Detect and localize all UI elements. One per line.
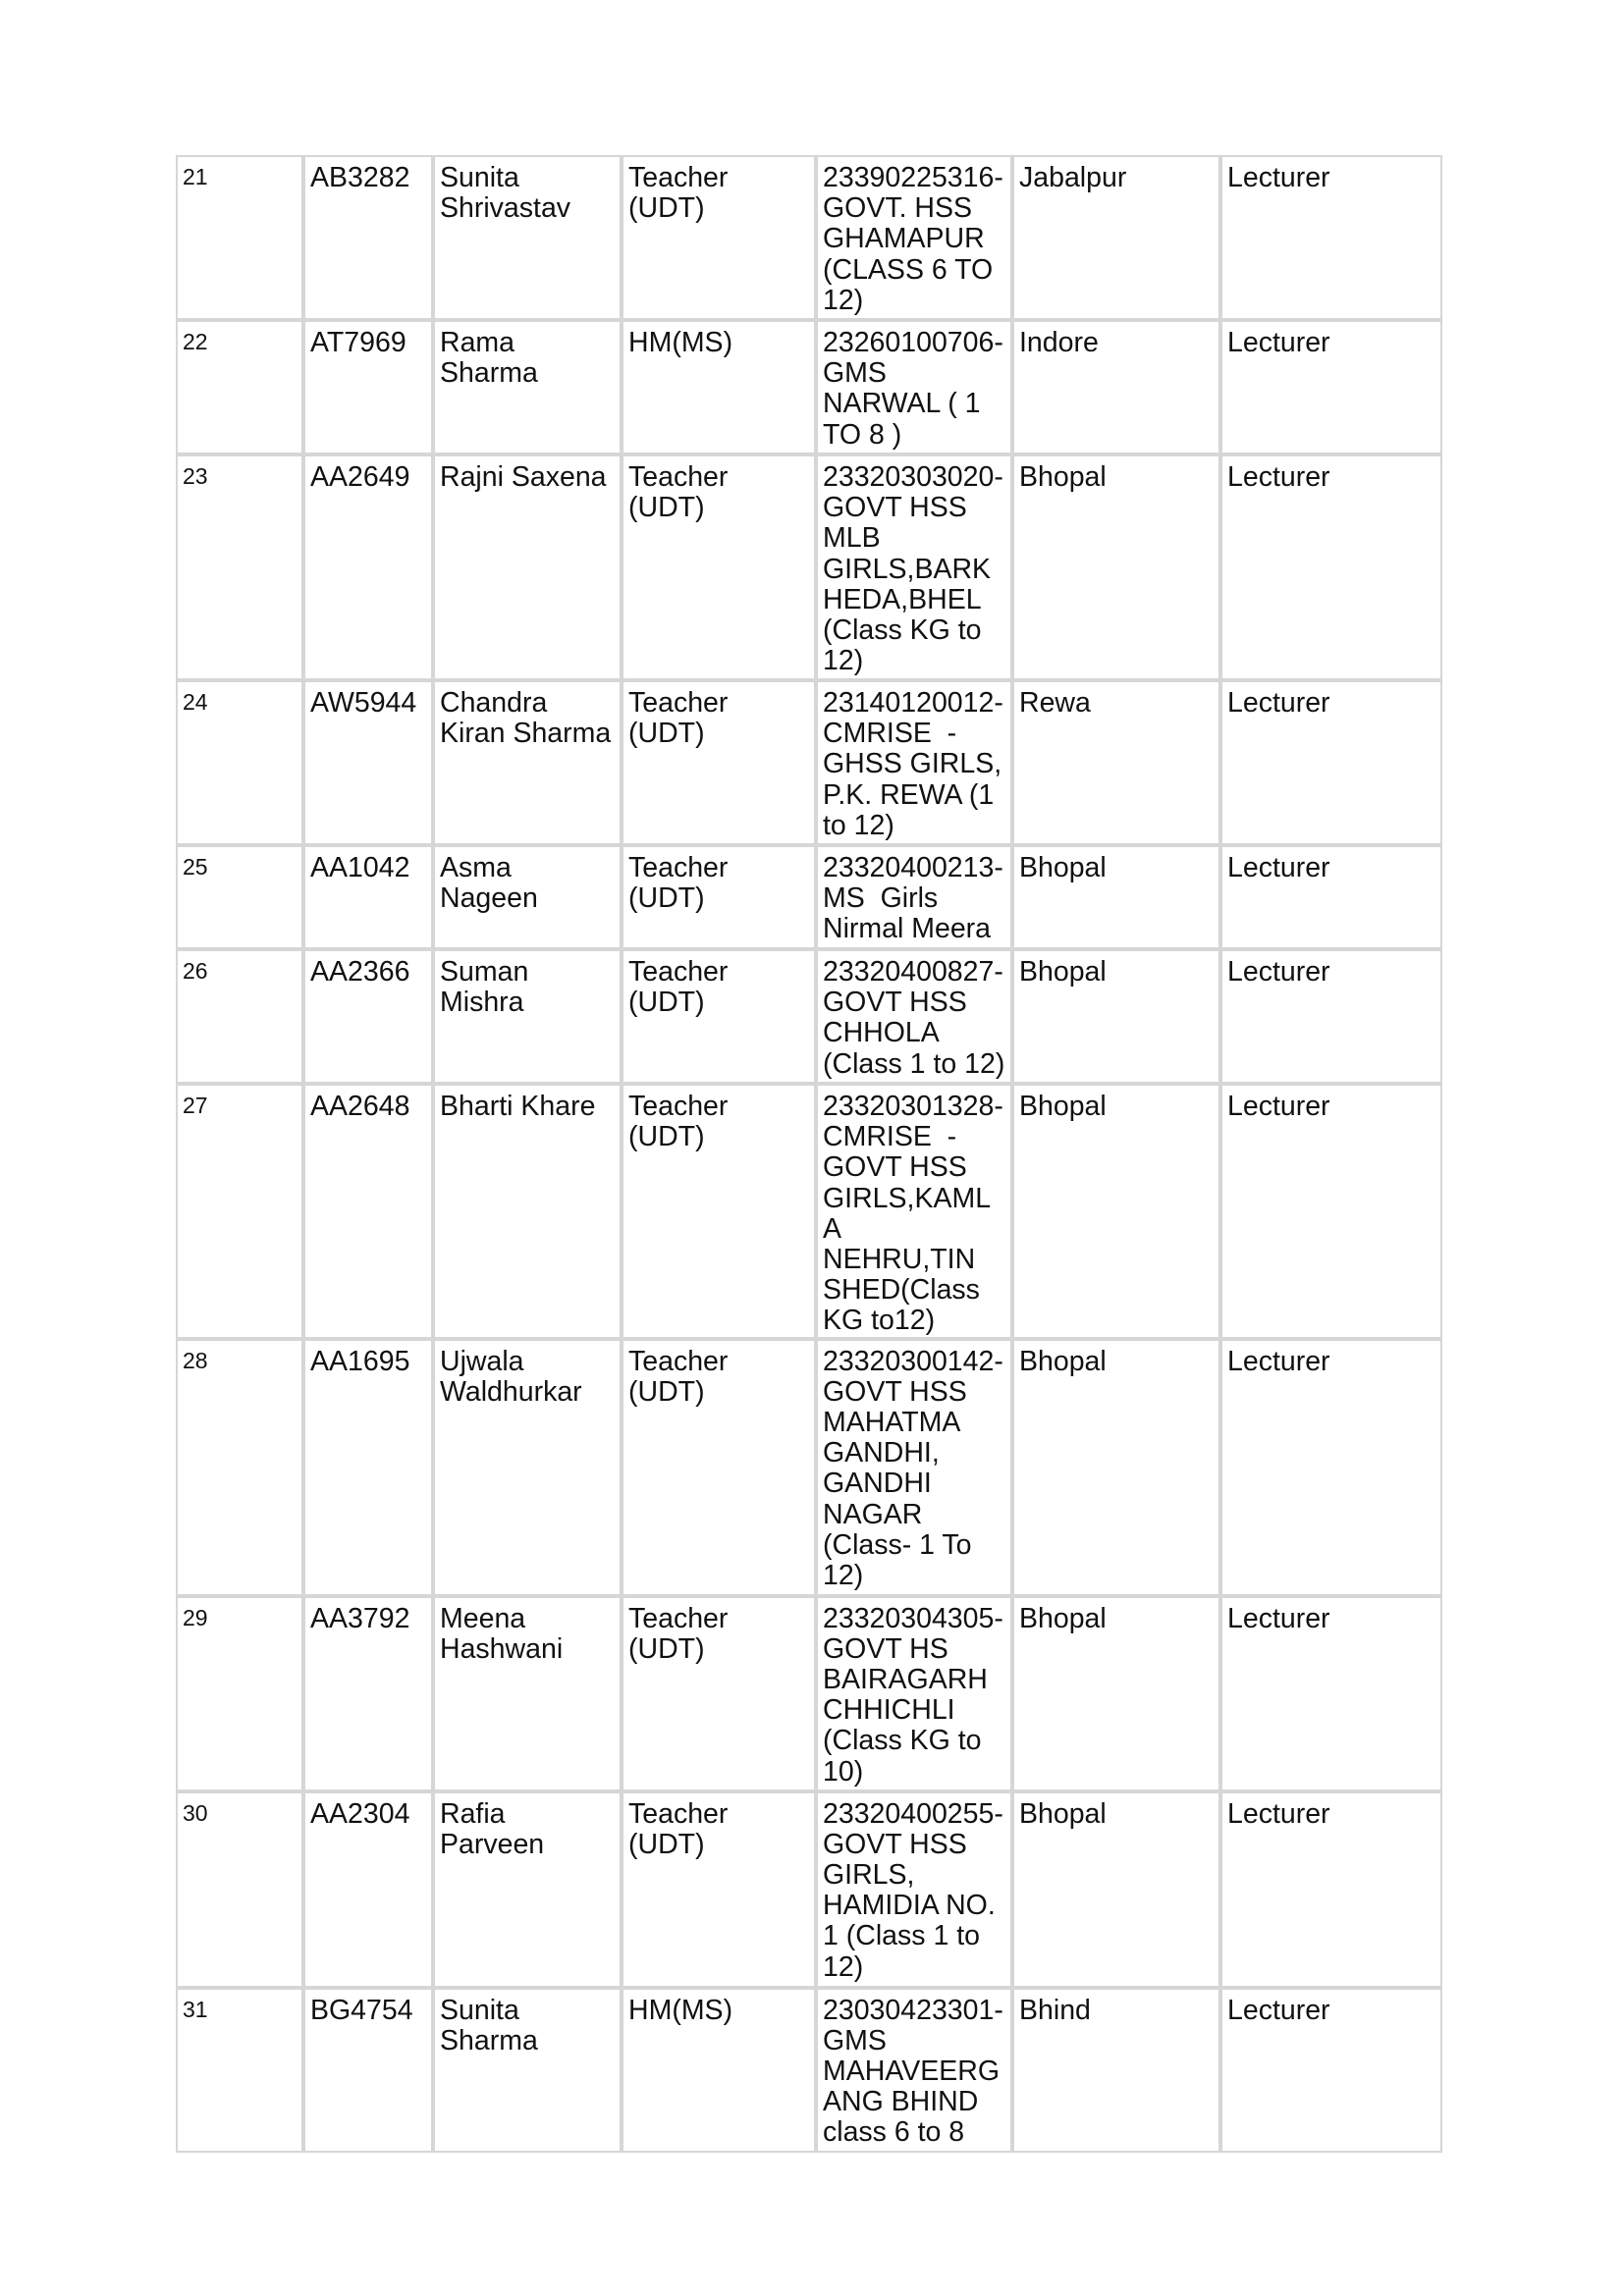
name-cell: Rajni Saxena (433, 454, 622, 680)
school-cell: 23140120012- CMRISE - GHSS GIRLS, P.K. REWA (1 to 12) (816, 680, 1012, 845)
serial-number-cell: 21 (176, 155, 303, 320)
post-cell: Teacher (UDT) (622, 454, 816, 680)
name-cell: Chandra Kiran Sharma (433, 680, 622, 845)
district-cell: Bhopal (1012, 949, 1220, 1084)
designation-cell: Lecturer (1220, 1084, 1442, 1339)
table-row (176, 845, 1442, 949)
designation-cell: Lecturer (1220, 1791, 1442, 1988)
district-cell: Rewa (1012, 680, 1220, 845)
designation-cell: Lecturer (1220, 1596, 1442, 1791)
serial-number-cell: 31 (176, 1988, 303, 2153)
name-cell: Bharti Khare (433, 1084, 622, 1339)
post-cell: HM(MS) (622, 1988, 816, 2153)
table-row (176, 1791, 1442, 1988)
table-row (176, 680, 1442, 845)
district-cell: Bhopal (1012, 845, 1220, 949)
school-cell: 23260100706- GMS NARWAL ( 1 TO 8 ) (816, 320, 1012, 454)
records-table (176, 155, 1442, 2153)
employee-id-cell: AA2304 (303, 1791, 433, 1988)
serial-number-cell: 22 (176, 320, 303, 454)
serial-number-cell: 29 (176, 1596, 303, 1791)
serial-number-cell: 27 (176, 1084, 303, 1339)
serial-number-cell: 28 (176, 1339, 303, 1596)
post-cell: Teacher (UDT) (622, 845, 816, 949)
district-cell: Jabalpur (1012, 155, 1220, 320)
district-cell: Bhopal (1012, 1084, 1220, 1339)
designation-cell: Lecturer (1220, 949, 1442, 1084)
table-row (176, 949, 1442, 1084)
school-cell: 23030423301- GMS MAHAVEERG ANG BHIND class 6 to 8 (816, 1988, 1012, 2153)
designation-cell: Lecturer (1220, 155, 1442, 320)
district-cell: Bhopal (1012, 1596, 1220, 1791)
name-cell: Sunita Shrivastav (433, 155, 622, 320)
designation-cell: Lecturer (1220, 454, 1442, 680)
district-cell: Bhopal (1012, 454, 1220, 680)
employee-id-cell: AB3282 (303, 155, 433, 320)
designation-cell: Lecturer (1220, 1988, 1442, 2153)
employee-id-cell: AA1042 (303, 845, 433, 949)
employee-id-cell: BG4754 (303, 1988, 433, 2153)
serial-number-cell: 30 (176, 1791, 303, 1988)
table-row (176, 320, 1442, 454)
employee-id-cell: AA3792 (303, 1596, 433, 1791)
employee-id-cell: AA2648 (303, 1084, 433, 1339)
employee-id-cell: AA1695 (303, 1339, 433, 1596)
serial-number-cell: 26 (176, 949, 303, 1084)
district-cell: Bhopal (1012, 1339, 1220, 1596)
table-row (176, 1988, 1442, 2153)
post-cell: Teacher (UDT) (622, 1084, 816, 1339)
name-cell: Meena Hashwani (433, 1596, 622, 1791)
post-cell: Teacher (UDT) (622, 1596, 816, 1791)
table-row (176, 454, 1442, 680)
post-cell: Teacher (UDT) (622, 1791, 816, 1988)
name-cell: Rafia Parveen (433, 1791, 622, 1988)
designation-cell: Lecturer (1220, 1339, 1442, 1596)
school-cell: 23320303020- GOVT HSS MLB GIRLS,BARK HEDA,BHEL (Class KG to 12) (816, 454, 1012, 680)
employee-id-cell: AA2649 (303, 454, 433, 680)
school-cell: 23320400255- GOVT HSS GIRLS, HAMIDIA NO. 1 (Class 1 to 12) (816, 1791, 1012, 1988)
name-cell: Rama Sharma (433, 320, 622, 454)
post-cell: HM(MS) (622, 320, 816, 454)
serial-number-cell: 23 (176, 454, 303, 680)
post-cell: Teacher (UDT) (622, 155, 816, 320)
employee-id-cell: AA2366 (303, 949, 433, 1084)
designation-cell: Lecturer (1220, 845, 1442, 949)
serial-number-cell: 24 (176, 680, 303, 845)
school-cell: 23390225316- GOVT. HSS GHAMAPUR (CLASS 6 TO 12) (816, 155, 1012, 320)
school-cell: 23320304305- GOVT HS BAIRAGARH CHHICHLI (Class KG to 10) (816, 1596, 1012, 1791)
name-cell: Suman Mishra (433, 949, 622, 1084)
name-cell: Asma Nageen (433, 845, 622, 949)
name-cell: Sunita Sharma (433, 1988, 622, 2153)
serial-number-cell: 25 (176, 845, 303, 949)
post-cell: Teacher (UDT) (622, 1339, 816, 1596)
district-cell: Indore (1012, 320, 1220, 454)
school-cell: 23320301328- CMRISE - GOVT HSS GIRLS,KAMLA NEHRU,TIN SHED(Class KG to12) (816, 1084, 1012, 1339)
school-cell: 23320300142- GOVT HSS MAHATMA GANDHI, GANDHI NAGAR (Class- 1 To 12) (816, 1339, 1012, 1596)
name-cell: Ujwala Waldhurkar (433, 1339, 622, 1596)
employee-id-cell: AW5944 (303, 680, 433, 845)
school-cell: 23320400213- MS Girls Nirmal Meera (816, 845, 1012, 949)
post-cell: Teacher (UDT) (622, 949, 816, 1084)
table-row (176, 155, 1442, 320)
table-row (176, 1084, 1442, 1339)
district-cell: Bhopal (1012, 1791, 1220, 1988)
school-cell: 23320400827- GOVT HSS CHHOLA (Class 1 to 12) (816, 949, 1012, 1084)
designation-cell: Lecturer (1220, 320, 1442, 454)
post-cell: Teacher (UDT) (622, 680, 816, 845)
table-row (176, 1596, 1442, 1791)
designation-cell: Lecturer (1220, 680, 1442, 845)
employee-id-cell: AT7969 (303, 320, 433, 454)
district-cell: Bhind (1012, 1988, 1220, 2153)
table-row (176, 1339, 1442, 1596)
